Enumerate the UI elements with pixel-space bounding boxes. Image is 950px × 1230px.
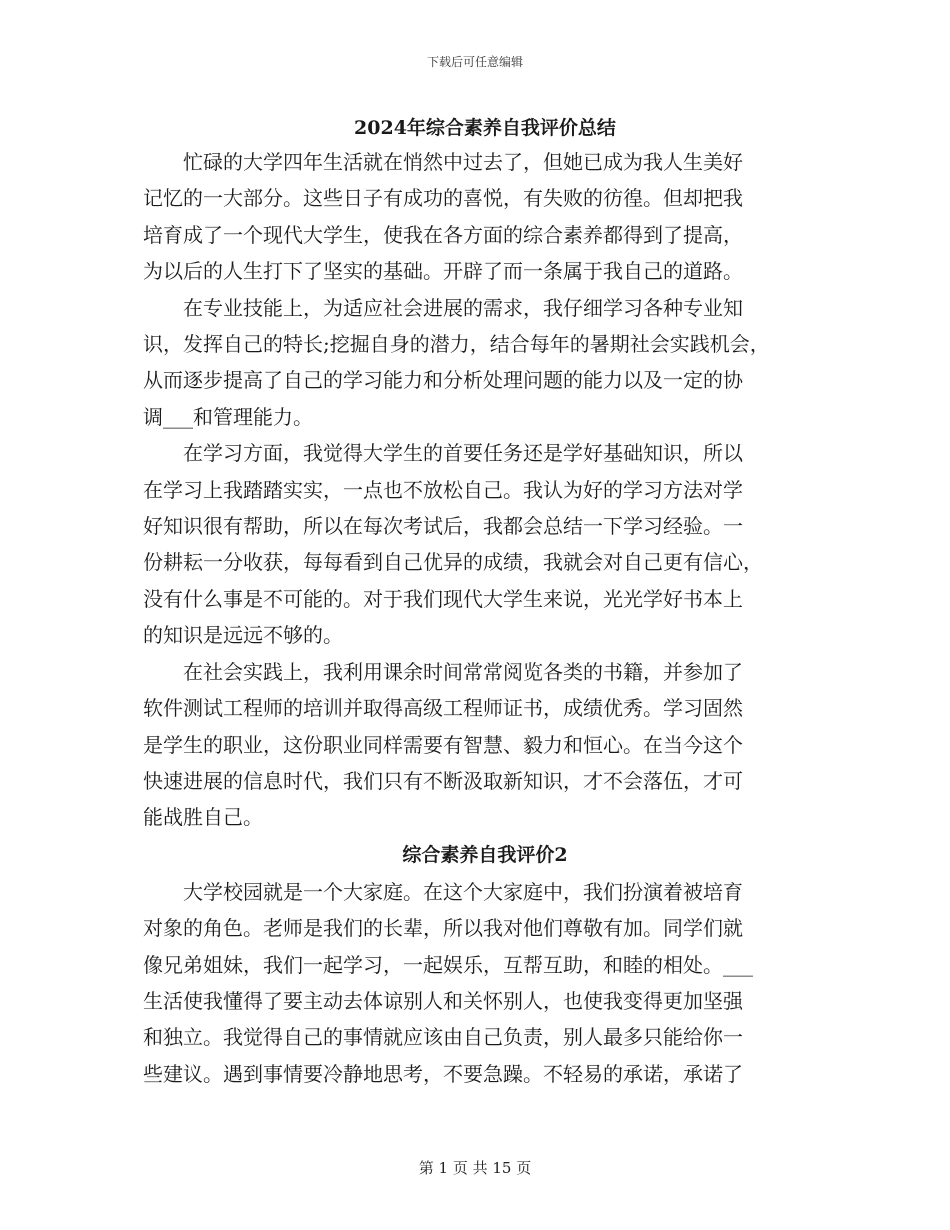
paragraph-line: 在专业技能上，为适应社会进展的需求，我仔细学习各种专业知 bbox=[183, 295, 743, 320]
paragraph-line: 在社会实践上，我利用课余时间常常阅览各类的书籍，并参加了 bbox=[183, 659, 743, 684]
paragraph-line: 好知识很有帮助，所以在每次考试后，我都会总结一下学习经验。一 bbox=[143, 514, 743, 539]
paragraph-line: 没有什么事是不可能的。对于我们现代大学生来说，光光学好书本上 bbox=[143, 586, 743, 611]
paragraph-line: 识，发挥自己的特长;挖掘自身的潜力，结合每年的暑期社会实践机会， bbox=[143, 332, 770, 357]
paragraph-line: 些建议。遇到事情要冷静地思考，不要急躁。不轻易的承诺，承诺了 bbox=[143, 1061, 743, 1086]
page-number: 第 1 页 共 15 页 bbox=[418, 1159, 532, 1177]
paragraph-line: 快速进展的信息时代，我们只有不断汲取新知识，才不会落伍，才可 bbox=[143, 768, 743, 793]
paragraph-line: 大学校园就是一个大家庭。在这个大家庭中，我们扮演着被培育 bbox=[183, 879, 743, 904]
paragraph-line: 能战胜自己。 bbox=[143, 805, 263, 830]
paragraph-line: 像兄弟姐妹，我们一起学习，一起娱乐，互帮互助，和睦的相处。___ bbox=[143, 952, 753, 977]
paragraph-line: 生活使我懂得了要主动去体谅别人和关怀别人，也使我变得更加坚强 bbox=[143, 988, 743, 1013]
paragraph-line: 调___和管理能力。 bbox=[143, 404, 313, 429]
section-subtitle: 综合素养自我评价2 bbox=[402, 843, 568, 866]
paragraph-line: 和独立。我觉得自己的事情就应该由自己负责，别人最多只能给你一 bbox=[143, 1025, 743, 1050]
paragraph-line: 份耕耘一分收获，每每看到自己优异的成绩，我就会对自己更有信心， bbox=[143, 550, 763, 575]
paragraph-line: 是学生的职业，这份职业同样需要有智慧、毅力和恒心。在当今这个 bbox=[143, 732, 743, 757]
paragraph-line: 忙碌的大学四年生活就在悄然中过去了，但她已成为我人生美好 bbox=[183, 150, 743, 174]
paragraph-line: 软件测试工程师的培训并取得高级工程师证书，成绩优秀。学习固然 bbox=[143, 696, 743, 721]
paragraph-line: 在学习方面，我觉得大学生的首要任务还是学好基础知识，所以 bbox=[183, 441, 743, 466]
paragraph-4 bbox=[143, 654, 813, 836]
paragraph-line: 培育成了一个现代大学生，使我在各方面的综合素养都得到了提高， bbox=[143, 222, 743, 247]
document-title: 2024年综合素养自我评价总结 bbox=[354, 117, 616, 139]
paragraph-line: 记忆的一大部分。这些日子有成功的喜悦，有失败的彷徨。但却把我 bbox=[143, 186, 743, 211]
paragraph-line: 为以后的人生打下了坚实的基础。开辟了而一条属于我自己的道路。 bbox=[143, 259, 743, 284]
paragraph-line: 在学习上我踏踏实实，一点也不放松自己。我认为好的学习方法对学 bbox=[143, 477, 743, 502]
paragraph-3 bbox=[143, 435, 813, 653]
paragraph-2 bbox=[143, 290, 813, 436]
paragraph-line: 从而逐步提高了自己的学习能力和分析处理问题的能力以及一定的协 bbox=[143, 368, 743, 393]
document-body bbox=[143, 112, 813, 1092]
paragraph-line: 对象的角色。老师是我们的长辈，所以我对他们尊敬有加。同学们就 bbox=[143, 916, 743, 941]
page-header-note: 下载后可任意编辑 bbox=[426, 55, 523, 69]
paragraph-5 bbox=[143, 874, 813, 1092]
paragraph-line: 的知识是远远不够的。 bbox=[143, 623, 343, 648]
paragraph-1 bbox=[143, 144, 813, 290]
